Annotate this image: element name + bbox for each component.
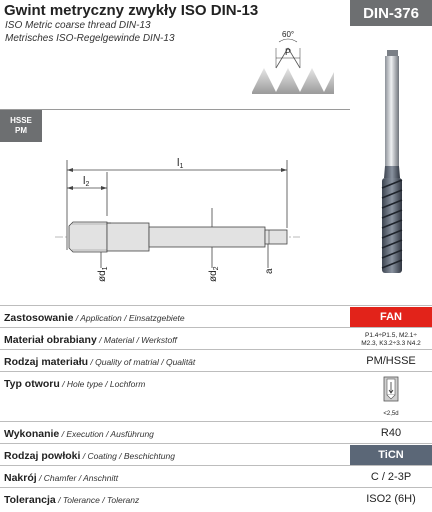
subtitle-german: Metrisches ISO-Regelgewinde DIN-13 [5, 33, 175, 44]
tap-photo [372, 28, 412, 278]
tap-dimension-drawing [55, 150, 305, 290]
execution-value: R40 [380, 427, 402, 439]
dimension-d2: $ød_2$ [208, 266, 220, 282]
table-row [0, 487, 432, 509]
chamfer-value: C / 2-3P [370, 471, 412, 483]
thread-profile-icon [250, 28, 335, 96]
dimension-d1: $ød_1$ [97, 266, 109, 282]
table-row [0, 327, 432, 349]
table-row [0, 371, 432, 421]
row-label: Typ otworu / Hole type / Lochform [4, 378, 146, 390]
blind-hole-icon [383, 376, 399, 408]
dimension-l2: l2 [83, 175, 90, 188]
row-label: Rodzaj powłoki / Coating / Beschichtung [4, 450, 175, 462]
material-badge: HSSE PM [0, 110, 42, 142]
material-type-value: PM/HSSE [366, 355, 416, 367]
hole-type-value: <2,5d [350, 376, 432, 420]
subtitle-english: ISO Metric coarse thread DIN-13 [5, 20, 151, 31]
thread-angle: 60° [282, 30, 295, 39]
table-row [0, 305, 432, 327]
tolerance-value: ISO2 (6H) [366, 493, 416, 505]
row-label: Wykonanie / Execution / Ausführung [4, 428, 154, 440]
table-row [0, 349, 432, 371]
table-row [0, 465, 432, 487]
application-badge: FAN [350, 307, 432, 327]
dimension-l1: l1 [177, 157, 184, 170]
row-label: Nakrój / Chamfer / Anschnitt [4, 472, 119, 484]
coating-badge: TiCN [350, 445, 432, 465]
dimension-a: a [264, 268, 275, 274]
divider [0, 109, 350, 110]
row-label: Rodzaj materiału / Quality of matrial / Qualität [4, 356, 196, 368]
pitch-label: P [285, 47, 292, 57]
table-row [0, 421, 432, 443]
standard-badge: DIN-376 [350, 0, 432, 26]
page-title: Gwint metryczny zwykły ISO DIN-13 [4, 2, 259, 19]
material-groups: P1.4÷P1.5, M2.1÷ M2.3, K3.2÷3.3 N4.2 [361, 332, 421, 347]
table-row [0, 443, 432, 465]
row-label: Tolerancja / Tolerance / Toleranz [4, 494, 140, 506]
row-label: Materiał obrabiany / Material / Werkstoff [4, 334, 177, 346]
row-label: Zastosowanie / Application / Einsatzgebiete [4, 312, 185, 324]
